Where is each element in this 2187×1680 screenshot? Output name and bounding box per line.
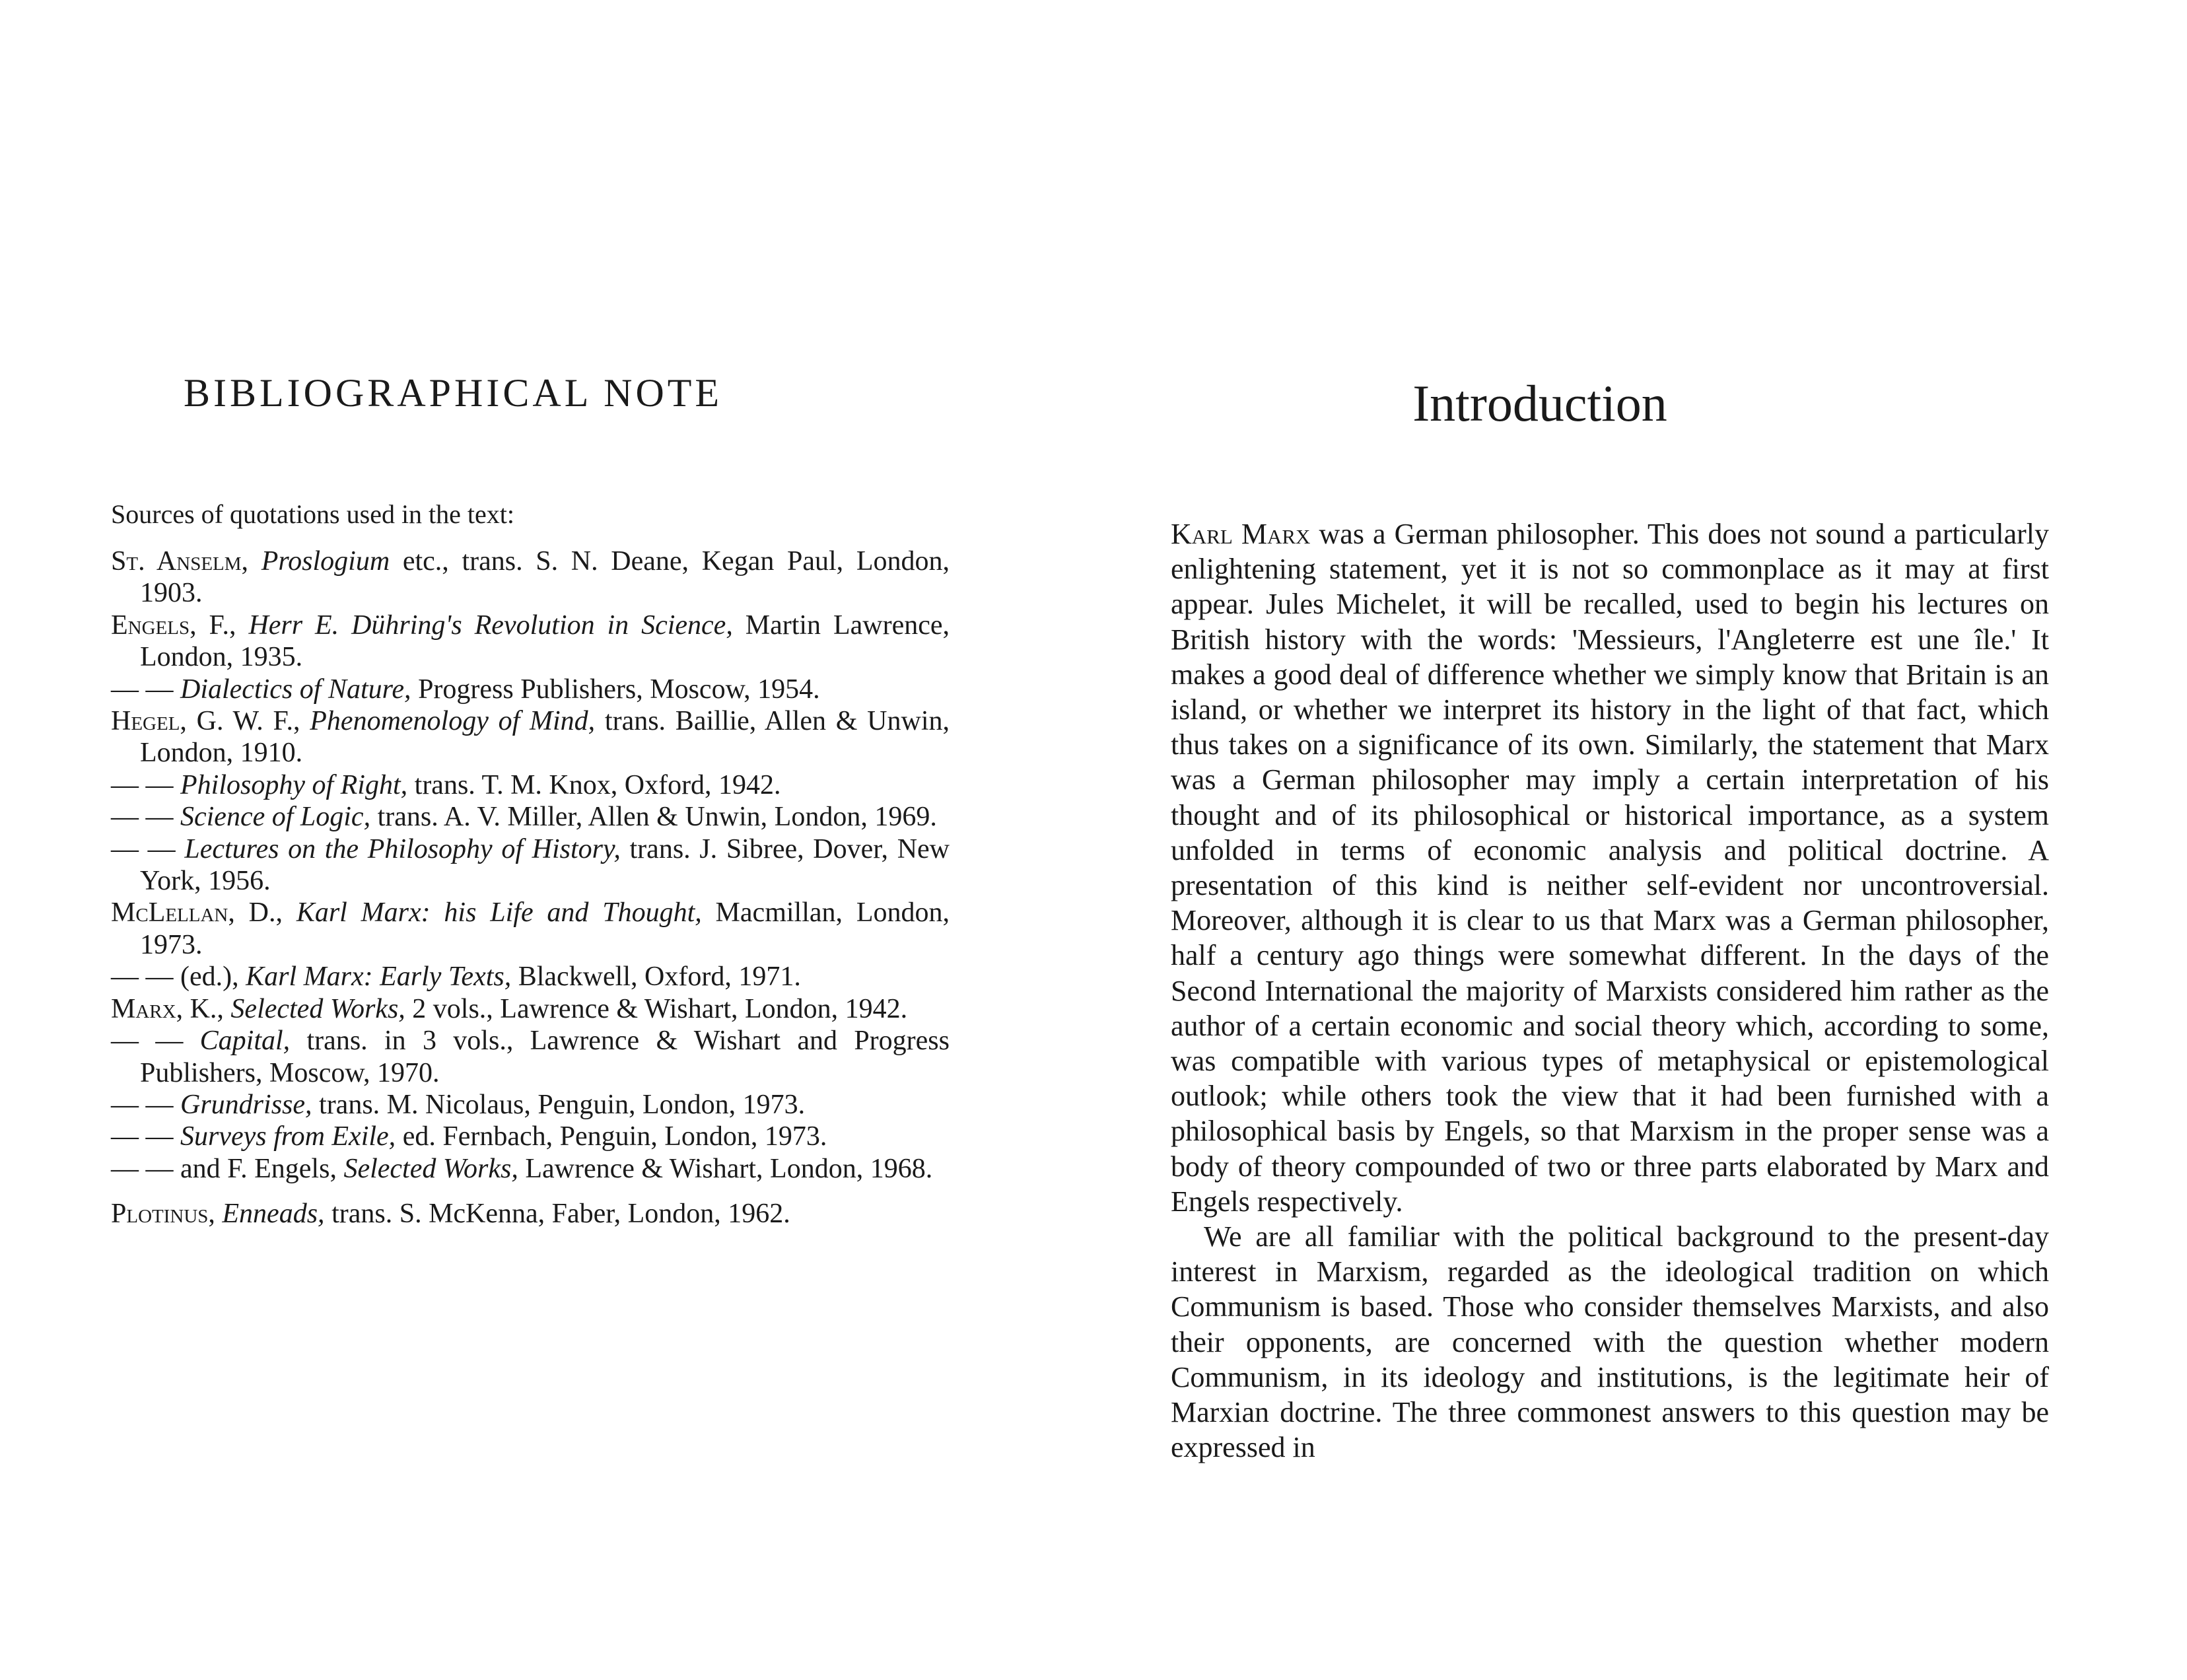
bibliography-entry: — — Lectures on the Philosophy of History, trans. J. Sibree, Dover, New York, 1956. [111,833,950,897]
bibliography-title: BIBLIOGRAPHICAL NOTE [184,371,723,415]
bibliography-entry: — — Science of Logic, trans. A. V. Miller, Allen & Unwin, London, 1969. [111,802,937,833]
bibliography-list [111,545,950,1230]
bibliography-entry: Plotinus, Enneads, trans. S. McKenna, Faber, London, 1962. [111,1199,790,1230]
bibliography-entry: — — and F. Engels, Selected Works, Lawrence & Wishart, London, 1968. [111,1153,933,1184]
bibliography-entry: — — Philosophy of Right, trans. T. M. Knox, Oxford, 1942. [111,769,781,800]
bibliography-entry: — — Dialectics of Nature, Progress Publishers, Moscow, 1954. [111,674,820,705]
bibliography-intro: Sources of quotations used in the text: [111,499,515,529]
bibliography-entry: — — Capital, trans. in 3 vols., Lawrence & Wishart and Progress Publishers, Moscow, 1970. [111,1026,950,1088]
bibliography-entry: — — Grundrisse, trans. M. Nicolaus, Penguin, London, 1973. [111,1089,806,1120]
bibliography-entry: — — (ed.), Karl Marx: Early Texts, Blackwell, Oxford, 1971. [111,962,801,993]
right-page [1094,0,2187,1680]
bibliography-entry: Marx, K., Selected Works, 2 vols., Lawrence & Wishart, London, 1942. [111,993,908,1024]
bibliography-entry: — — Surveys from Exile, ed. Fernbach, Penguin, London, 1973. [111,1121,827,1152]
bibliography-entry: St. Anselm, Proslogium etc., trans. S. N. Deane, Kegan Paul, London, 1903. [111,546,950,609]
chapter-body [1171,516,2049,1465]
body-paragraph: We are all familiar with the political background to the present-day interest in Marxism, regarded as the ideological tradition on which Communism is based. Those who consider themselves Marxists, and also their opponents, are concerned with the question whether modern Communism, in its ideology and institutions, is the legitimate heir of Marxian doctrine. The three commonest answers to this question may be expressed in [1171,1220,2049,1464]
paragraph-lead: Karl Marx [1171,518,1311,550]
body-paragraph: Karl Marx was a German philosopher. This does not sound a particularly enlightening statement, yet it is not so commonplace as it may at first appear. Jules Michelet, it will be recalled, used to begin his lectures on British history with the words: 'Messieurs, l'Angleterre est une île.' It makes a good deal of difference whether we simply know that Britain is an island, or whether we interpret its history in the light of that fact, which thus takes on a significance of its own. Similarly, the statement that Marx was a German philosopher may imply a certain interpretation of his thought and of its philosophical or historical importance, as a system unfolded in terms of economic analysis and political doctrine. A presentation of this kind is neither self-evident nor uncontroversial. Moreover, although it is clear to us that Marx was a German philosopher, half a century ago things were somewhat different. In the days of the Second International the majority of Marxists considered him rather as the author of a certain economic and social theory which, according to some, was compatible with various types of metaphysical or epistemological outlook; while others took the view that it had been furnished with a philosophical basis by Engels, so that Marxism in the proper sense was a body of theory compounded of two or three parts elaborated by Marx and Engels respectively. [1171,518,2049,1218]
chapter-title: Introduction [1412,374,1667,432]
bibliography-entry: Engels, F., Herr E. Dühring's Revolution in Science, Martin Lawrence, London, 1935. [111,610,950,673]
bibliography-entry: McLellan, D., Karl Marx: his Life and Thought, Macmillan, London, 1973. [111,897,950,960]
bibliography-entry: Hegel, G. W. F., Phenomenology of Mind, trans. Baillie, Allen & Unwin, London, 1910. [111,706,950,769]
